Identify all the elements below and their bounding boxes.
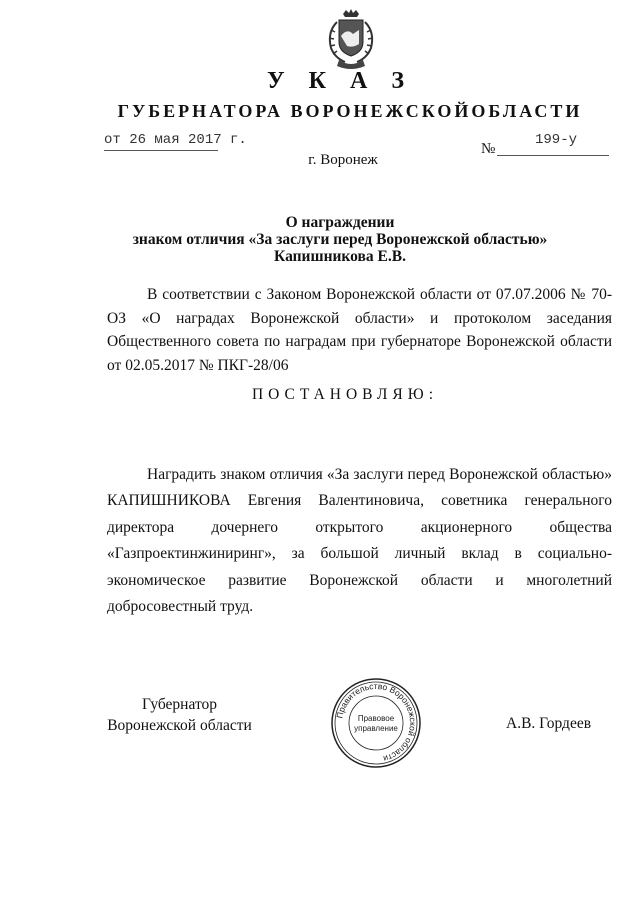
legal-department-stamp [330, 677, 422, 769]
document-subject [120, 214, 560, 265]
stamp-center-line-1: Правовое [357, 714, 395, 723]
signatory-role-line-1: Губернатор [141, 696, 218, 713]
stamp-center-line-2: управление [354, 724, 398, 733]
document-date: от 26 мая 2017 г. [104, 132, 247, 148]
subject-line-3: Капишникова Е.В. [274, 248, 406, 265]
issuer-title: ГУБЕРНАТОРА ВОРОНЕЖСКОЙОБЛАСТИ [117, 101, 583, 121]
document-number: 199-у [535, 132, 578, 148]
coat-of-arms-emblem [319, 8, 383, 70]
preamble-paragraph [107, 283, 612, 377]
document-title: У К А З [266, 68, 413, 94]
number-sign: № [481, 141, 496, 157]
award-text: Наградить знаком отличия «За заслуги перед Воронежской областью» КАПИШНИКОВА Евгения Валентиновича, советника генерального директора дочернего открытого акционерного общества «Газпроектинжиниринг», за большой личный вклад в социально-экономическое развитие Воронежской области и многолетний добросовестный труд. [107, 466, 612, 616]
city: г. Воронеж [308, 152, 378, 168]
stamp-ring-text: Правительство Воронежской области [334, 680, 419, 765]
subject-line-1: О награждении [285, 214, 395, 231]
signatory-name: А.В. Гордеев [506, 715, 592, 732]
award-paragraph [107, 462, 612, 620]
decree-word: ПОСТАНОВЛЯЮ: [251, 386, 439, 403]
date-underline [104, 150, 218, 151]
signatory-role-line-2: Воронежской области [107, 717, 252, 734]
preamble-text: В соответствии с Законом Воронежской области от 07.07.2006 № 70-ОЗ «О наградах Воронежской области» и протоколом заседания Общественного совета по наградам при губернаторе Воронежской области от 02.05.2017 № ПКГ-28/06 [107, 286, 612, 374]
subject-line-2: знаком отличия «За заслуги перед Воронежской областью» [132, 231, 548, 248]
signatory-role [107, 694, 252, 736]
